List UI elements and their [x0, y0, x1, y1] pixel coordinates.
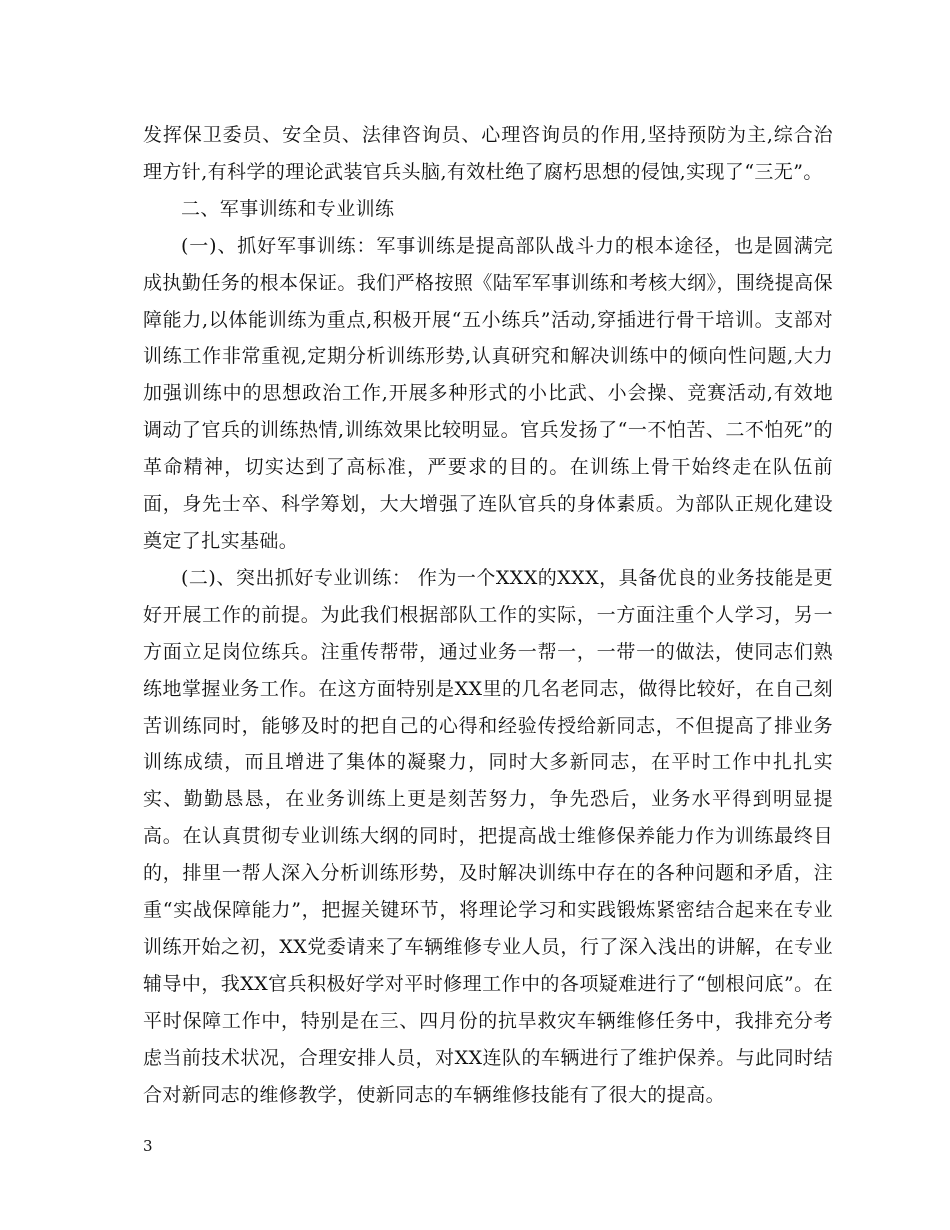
document-body: [143, 117, 833, 1113]
section-heading: 二、军事训练和专业训练: [181, 197, 395, 220]
paragraph-military-training: (一)、抓好军事训练：军事训练是提高部队战斗力的根本途径，也是圆满完成执勤任务的根本保证。我们严格按照《陆军军事训练和考核大纲》，围绕提高保障能力,以体能训练为重点,积极开展“五小练兵”活动,穿插进行骨干培训。支部对训练工作非常重视,定期分析训练形势,认真研究和解决训练中的倾向性问题,大力加强训练中的思想政治工作,开展多种形式的小比武、小会操、竞赛活动,有效地调动了官兵的训练热情,训练效果比较明显。官兵发扬了“一不怕苦、二不怕死”的革命精神，切实达到了高标准，严要求的目的。在训练上骨干始终走在队伍前面，身先士卒、科学筹划，大大增强了连队官兵的身体素质。为部队正规化建设奠定了扎实基础。: [143, 234, 833, 552]
page-number: 3: [143, 1137, 153, 1155]
paragraph-professional-training: (二)、突出抓好专业训练： 作为一个XXX的XXX，具备优良的业务技能是更好开展工作的前提。为此我们根据部队工作的实际，一方面注重个人学习，另一方面立足岗位练兵。注重传帮带，通过业务一帮一，一带一的做法，使同志们熟练地掌握业务工作。在这方面特别是XX里的几名老同志，做得比较好，在自己刻苦训练同时，能够及时的把自己的心得和经验传授给新同志，不但提高了排业务训练成绩，而且增进了集体的凝聚力，同时大多新同志，在平时工作中扎扎实实、勤勤恳恳，在业务训练上更是刻苦努力，争先恐后，业务水平得到明显提高。在认真贯彻专业训练大纲的同时，把提高战士维修保养能力作为训练最终目的，排里一帮人深入分析训练形势，及时解决训练中存在的各种问题和矛盾，注重“实战保障能力”，把握关键环节，将理论学习和实践锻炼紧密结合起来在专业训练开始之初，XX党委请来了车辆维修专业人员，行了深入浅出的讲解，在专业辅导中，我XX官兵积极好学对平时修理工作中的各项疑难进行了“刨根问底”。在平时保障工作中，特别是在三、四月份的抗旱救灾车辆维修任务中，我排充分考虑当前技术状况，合理安排人员，对XX连队的车辆进行了维护保养。与此同时结合对新同志的维修教学，使新同志的车辆维修技能有了很大的提高。: [143, 566, 833, 1106]
paragraph-continuation: 发挥保卫委员、安全员、法律咨询员、心理咨询员的作用,坚持预防为主,综合治理方针,有科学的理论武装官兵头脑,有效杜绝了腐朽思想的侵蚀,实现了“三无”。: [143, 124, 833, 183]
